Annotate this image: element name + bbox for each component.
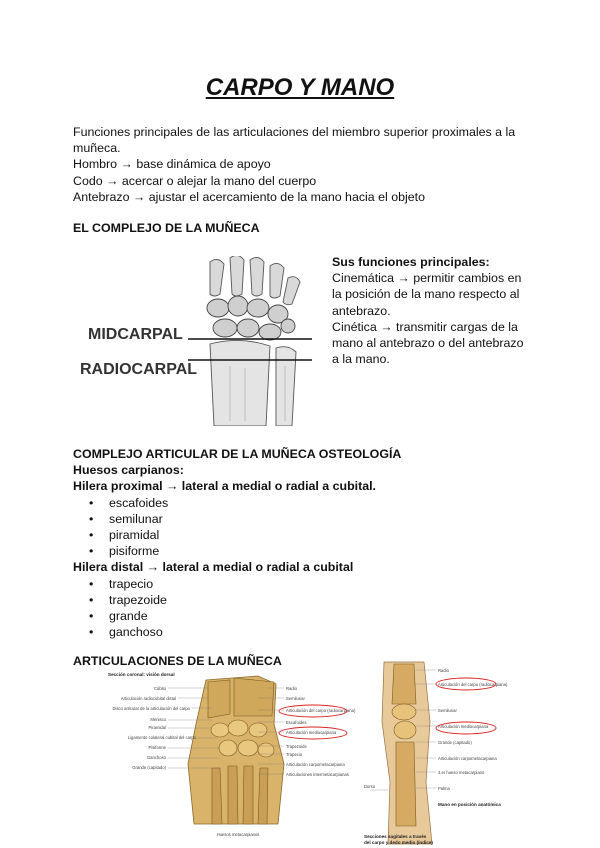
osteology-heading: COMPLEJO ARTICULAR DE LA MUÑECA OSTEOLOGÍA: [73, 447, 402, 461]
osteology-section: [73, 446, 543, 640]
intro-line: Hombro → base dinámica de apoyo: [73, 157, 271, 172]
figure1-left-label: Cúbito: [153, 686, 166, 691]
figure1-left-label: Menisco: [150, 717, 166, 722]
figure2-right-label: Grande (capitado): [438, 740, 472, 745]
coronal-section-figure: [108, 668, 358, 840]
list-item: • trapecio: [73, 576, 543, 592]
figure1-left-label: Disco articular de la articulación del carpo: [112, 706, 190, 711]
functions-kinetics: Cinética → transmitir cargas de la mano al antebrazo o del antebrazo a la mano.: [332, 319, 524, 367]
figure2-right-label: Semilunar: [438, 708, 457, 713]
list-item: • ganchoso: [73, 624, 543, 640]
coronal-bone-illustration: [188, 676, 284, 824]
figure1-left-label: Pisiforme: [148, 745, 166, 750]
intro-line: Funciones principales de las articulaciones del miembro superior proximales a la muñeca.: [73, 125, 516, 156]
list-item: • escafoides: [73, 495, 543, 511]
proximal-row-list: [73, 495, 543, 560]
intro-paragraph: [73, 124, 543, 205]
figure2-right-label: Articulación carpometacarpiana: [438, 756, 497, 761]
midcarpal-label: MIDCARPAL: [88, 326, 183, 343]
carpal-bones-subheading: Huesos carpianos:: [73, 463, 184, 478]
list-item: • grande: [73, 608, 543, 624]
figure2-caption-line: Secciones sagitales a través: [364, 834, 427, 839]
figure2-right-label: Palma: [438, 786, 450, 791]
functions-heading: Sus funciones principales:: [332, 255, 490, 269]
wrist-functions: [332, 254, 527, 367]
figure1-left-label: Articulación radiocubital distal: [120, 696, 176, 701]
figure1-right-label: Articulación carpometacarpiana: [286, 762, 345, 767]
distal-row-list: [73, 576, 543, 641]
page-title: CARPO Y MANO: [205, 74, 395, 101]
figure2-right-label: Mano en posición anatómica: [438, 802, 501, 807]
capitate-bone: [394, 721, 416, 739]
functions-kinematics: Cinemática → permitir cambios en la posición de la mano respecto al antebrazo.: [332, 271, 522, 318]
metacarpal-bone: [396, 742, 416, 826]
figure1-right-label: Escafoides: [286, 720, 307, 725]
intro-line: Codo → acercar o alejar la mano del cuerpo: [73, 173, 317, 188]
figure1-right-label: Semilunar: [286, 696, 305, 701]
list-item: • piramidal: [73, 527, 543, 543]
radius-bone: [392, 664, 416, 704]
proximal-row-label: Hilera proximal → lateral a medial o radial a cubital.: [73, 479, 376, 494]
figure2-right-label: 3.er hueso metacarpiano: [438, 770, 485, 775]
figure1-right-label: Trapezoide: [286, 744, 307, 749]
sagittal-section-figure: [362, 660, 512, 848]
radiocarpal-label: RADIOCARPAL: [80, 361, 198, 378]
wrist-joint-figure: [80, 256, 320, 426]
figure1-bottom-label: Huesos metacarpianos: [216, 832, 260, 837]
figure2-right-label: Radio: [438, 668, 449, 673]
section-heading-wrist-complex: EL COMPLEJO DE LA MUÑECA: [73, 221, 260, 235]
figure2-right-label: Articulación del carpo (radiocarpiana): [438, 682, 508, 687]
figure1-right-label: Trapecio: [286, 752, 303, 757]
forearm-bones: [210, 340, 296, 426]
figure1-right-label: Radio: [286, 686, 297, 691]
figure1-right-label: Articulación del carpo (radiocarpiana): [286, 708, 356, 713]
figure1-left-label: Piramidal: [148, 725, 166, 730]
intro-line: Antebrazo → ajustar el acercamiento de la mano hacia el objeto: [73, 189, 425, 204]
list-item: • trapezoide: [73, 592, 543, 608]
figure1-caption: Sección coronal: visión dorsal: [108, 672, 175, 677]
list-item: • pisiforme: [73, 543, 543, 559]
figure2-caption-line: del carpo y dedo medio (índice): [364, 840, 433, 845]
figure1-right-label: Articulación mediocarpiana: [286, 730, 337, 735]
section-heading-joints: ARTICULACIONES DE LA MUÑECA: [73, 654, 282, 668]
figure2-right-label: Articulación mediocarpiana: [438, 724, 489, 729]
lunate-bone: [392, 704, 416, 720]
figure2-left-label: Dorso: [364, 784, 376, 789]
figure1-left-label: Ganchoso: [146, 755, 166, 760]
figure1-right-label: Articulaciones intermetacarpianas: [286, 772, 349, 777]
distal-row-label: Hilera distal → lateral a medial o radial a cubital: [73, 560, 354, 575]
figure1-left-label: Grande (capitado): [132, 765, 166, 770]
figure1-left-label: Ligamento colateral cubital del carpo: [127, 735, 196, 740]
list-item: • semilunar: [73, 511, 543, 527]
